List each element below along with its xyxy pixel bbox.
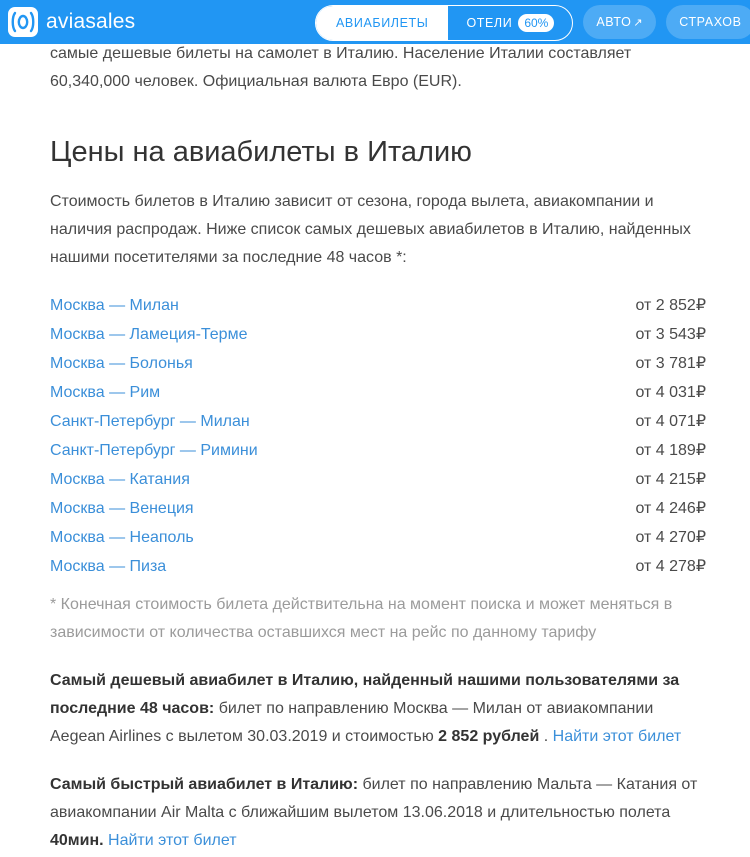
prices-description: Стоимость билетов в Италию зависит от сезона, города вылета, авиакомпании и наличия распродаж. Ниже список самых дешевых авиабилетов в Италию, найденных нашими посетителями за последние 48 часов *: [50, 193, 691, 266]
route-price: от 4 189₽ [635, 442, 706, 459]
cheapest-price: 2 852 рублей [438, 728, 540, 745]
intro-paragraph: самые дешевые билеты на самолет в Италию. Население Италии составляет 60,340,000 человек. Официальная валюта Евро (EUR). [50, 45, 632, 90]
list-item [50, 438, 706, 467]
cheapest-separator: . [539, 728, 553, 745]
price-disclaimer: * Конечная стоимость билета действительна на момент поиска и может меняться в зависимости от количества оставшихся мест на рейс по данному тарифу [50, 596, 673, 641]
section-title: Цены на авиабилеты в Италию [50, 136, 472, 168]
find-fastest-link[interactable]: Найти этот билет [108, 832, 237, 849]
list-item [50, 409, 706, 438]
route-link[interactable]: Москва — Рим [50, 384, 161, 401]
tab-insurance[interactable] [666, 5, 750, 39]
route-link[interactable]: Москва — Неаполь [50, 529, 194, 546]
tab-auto-label: АВТО [596, 15, 632, 29]
external-link-icon: ↗ [633, 16, 644, 29]
list-item [50, 351, 706, 380]
tab-hotels[interactable] [448, 6, 572, 40]
cheapest-text: билет по направлению Москва — Милан от авиакомпании Aegean Airlines с вылетом 30.03.2019 и стоимостью [50, 700, 654, 745]
fastest-duration: 40мин. [50, 832, 104, 849]
tab-hotels-label: ОТЕЛИ [466, 16, 513, 30]
route-link[interactable]: Москва — Ламеция-Терме [50, 326, 248, 343]
route-price: от 3 543₽ [635, 326, 706, 343]
tab-auto[interactable] [583, 5, 656, 39]
route-link[interactable]: Москва — Милан [50, 297, 179, 314]
list-item [50, 293, 706, 322]
route-price: от 2 852₽ [635, 297, 706, 314]
top-header [0, 0, 750, 44]
list-item [50, 525, 706, 554]
route-price: от 4 270₽ [635, 529, 706, 546]
flights-hotels-switch [315, 5, 573, 41]
route-price: от 4 031₽ [635, 384, 706, 401]
main-nav [315, 5, 750, 41]
fastest-text: билет по направлению Мальта — Катания от авиакомпании Air Malta с ближайшим вылетом 13.06.2018 и длительностью полета [50, 776, 698, 821]
fastest-heading: Самый быстрый авиабилет в Италию: [50, 776, 359, 793]
route-price: от 4 246₽ [635, 500, 706, 517]
route-link[interactable]: Москва — Пиза [50, 558, 167, 575]
tab-flights[interactable] [316, 6, 448, 40]
cheapest-ticket-paragraph [50, 667, 710, 751]
fastest-ticket-paragraph [50, 771, 710, 855]
route-link[interactable]: Санкт-Петербург — Милан [50, 413, 250, 430]
route-link[interactable]: Москва — Венеция [50, 500, 194, 517]
list-item [50, 467, 706, 496]
list-item [50, 554, 706, 583]
cheapest-heading: Самый дешевый авиабилет в Италию, найденный нашими пользователями за последние 48 часов: [50, 672, 680, 717]
find-cheapest-link[interactable]: Найти этот билет [552, 728, 682, 745]
list-item [50, 380, 706, 409]
route-price: от 4 278₽ [635, 558, 706, 575]
discount-badge: 60% [518, 14, 554, 32]
route-price: от 4 215₽ [635, 471, 706, 488]
route-price: от 4 071₽ [635, 413, 706, 430]
route-link[interactable]: Санкт-Петербург — Римини [50, 442, 258, 459]
tab-insurance-label: СТРАХОВ [679, 15, 742, 29]
route-price-list [50, 293, 706, 583]
logo-text: aviasales [46, 10, 136, 33]
list-item [50, 322, 706, 351]
route-link[interactable]: Москва — Болонья [50, 355, 193, 372]
tab-flights-label: АВИАБИЛЕТЫ [336, 16, 429, 30]
logo[interactable] [8, 7, 135, 37]
route-price: от 3 781₽ [635, 355, 706, 372]
list-item [50, 496, 706, 525]
route-link[interactable]: Москва — Катания [50, 471, 190, 488]
aviasales-logo-icon [8, 7, 38, 37]
